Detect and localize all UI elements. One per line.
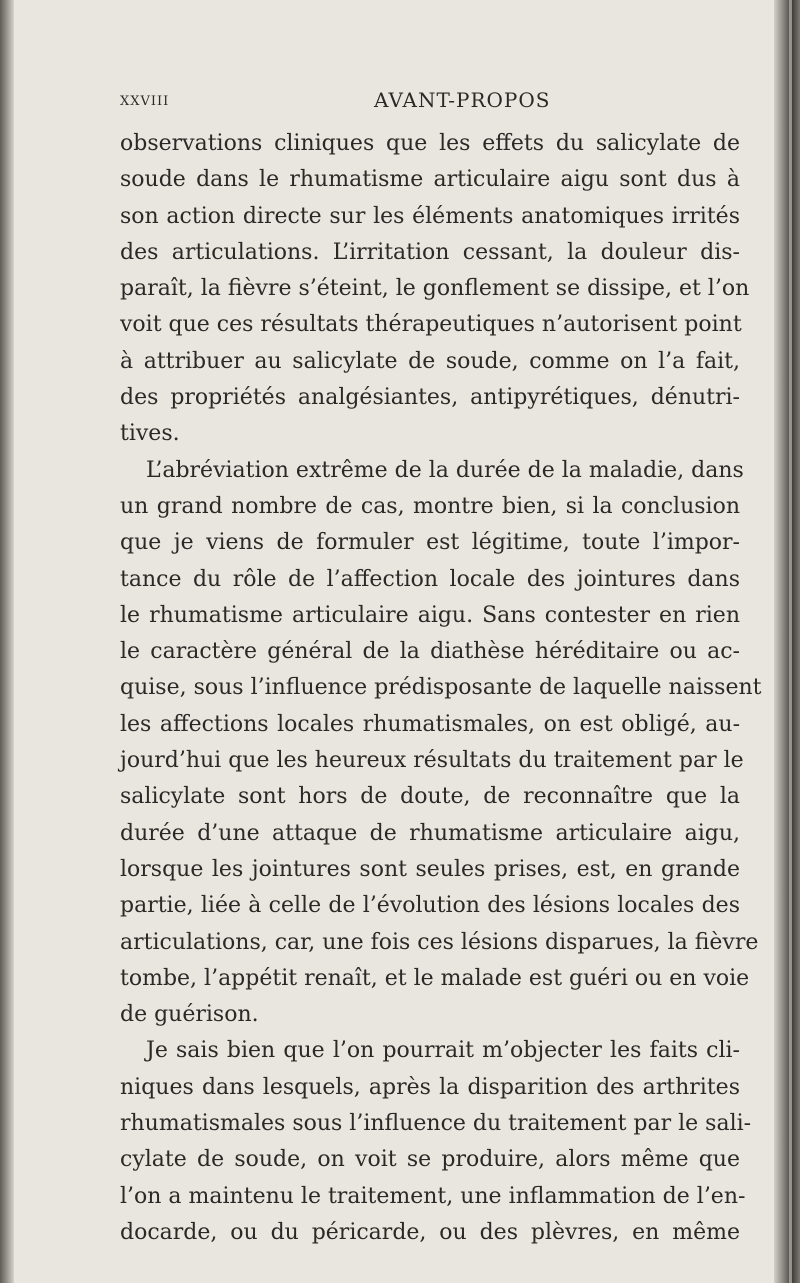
text-line: salicylate sont hors de doute, de reconnaître que la xyxy=(120,784,740,810)
page-number: XXVIII xyxy=(120,94,170,109)
text-line: son action directe sur les éléments anatomiques irrités xyxy=(120,203,740,229)
text-line: tance du rôle de l’affection locale des jointures dans xyxy=(120,566,740,592)
text-line: articulations, car, une fois ces lésions disparues, la fièvre xyxy=(120,929,759,955)
text-line: que je viens de formuler est légitime, toute l’impor- xyxy=(120,530,740,556)
page-edge xyxy=(774,0,800,1283)
text-line: tombe, l’appétit renaît, et le malade est guéri ou en voie xyxy=(120,965,750,991)
running-head xyxy=(120,88,740,118)
text-line: soude dans le rhumatisme articulaire aigu sont dus à xyxy=(120,167,740,193)
text-line: un grand nombre de cas, montre bien, si la conclusion xyxy=(120,493,740,519)
text-line: L’abréviation extrême de la durée de la maladie, dans xyxy=(146,457,744,483)
text-line: paraît, la fièvre s’éteint, le gonflement se dissipe, et l’on xyxy=(120,276,750,302)
text-line: le rhumatisme articulaire aigu. Sans contester en rien xyxy=(120,602,740,628)
page-title: AVANT-PROPOS xyxy=(374,88,551,112)
text-line: rhumatismales sous l’influence du traitement par le sali- xyxy=(120,1111,752,1137)
text-line: docarde, ou du péricarde, ou des plèvres, en même xyxy=(120,1219,740,1245)
text-line: à attribuer au salicylate de soude, comme on l’a fait, xyxy=(120,348,740,374)
text-line: de guérison. xyxy=(120,1002,259,1028)
page-edge-highlight xyxy=(789,0,792,1283)
text-line: voit que ces résultats thérapeutiques n’autorisent point xyxy=(120,312,742,338)
text-line: jourd’hui que les heureux résultats du traitement par le xyxy=(120,748,744,774)
text-line: niques dans lesquels, après la disparition des arthrites xyxy=(120,1074,740,1100)
binding-shadow xyxy=(0,0,14,1283)
text-line: tives. xyxy=(120,421,180,447)
text-line: partie, liée à celle de l’évolution des lésions locales des xyxy=(120,893,740,919)
text-line: lorsque les jointures sont seules prises, est, en grande xyxy=(120,856,740,882)
text-line: cylate de soude, on voit se produire, alors même que xyxy=(120,1147,740,1173)
text-line: l’on a maintenu le traitement, une inflammation de l’en- xyxy=(120,1183,746,1209)
text-line: des propriétés analgésiantes, antipyrétiques, dénutri- xyxy=(120,385,740,411)
text-line: le caractère général de la diathèse héréditaire ou ac- xyxy=(120,639,740,665)
body-text xyxy=(120,126,762,1251)
text-line: durée d’une attaque de rhumatisme articulaire aigu, xyxy=(120,820,740,846)
text-line: quise, sous l’influence prédisposante de laquelle naissent xyxy=(120,675,762,701)
text-line: Je sais bien que l’on pourrait m’objecter les faits cli- xyxy=(146,1038,740,1064)
text-line: les affections locales rhumatismales, on est obligé, au- xyxy=(120,711,740,737)
text-line: observations cliniques que les effets du salicylate de xyxy=(120,131,740,156)
text-line: des articulations. L’irritation cessant, la douleur dis- xyxy=(120,239,740,265)
